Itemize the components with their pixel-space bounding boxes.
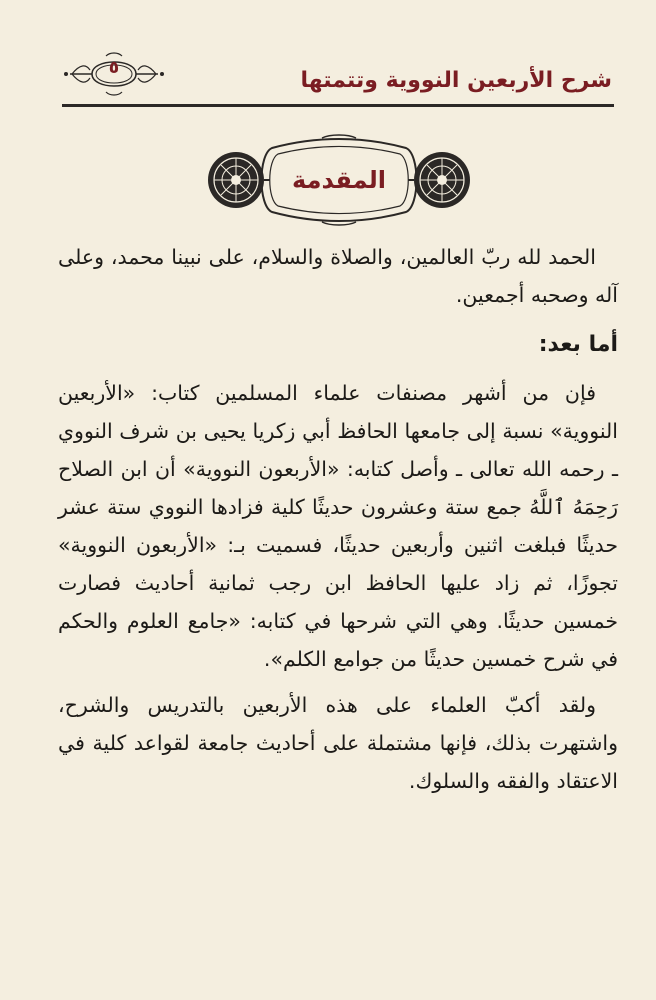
main-paragraph: فإن من أشهر مصنفات علماء المسلمين كتاب: «الأربعين النووية» نسبة إلى جامعها الحافظ أبي زكريا يحيى بن شرف النووي ـ رحمه الله تعالى ـ وأصل كتابه: «الأربعون النووية» أن ابن الصلاح رَحِمَهُ ٱللَّهُ جمع ستة وعشرون حديثًا كلية فزادها النووي ستة عشر حديثًا فبلغت اثنين وأربعين حديثًا، فسميت بـ: «الأربعون النووية» تجوزًا، ثم زاد عليها الحافظ ابن رجب ثمانية أحاديث فصارت خمسين حديثًا. وهي التي شرحها في كتابه: «جامع العلوم والحكم في شرح خمسين حديثًا من جوامع الكلم». xyxy=(58,381,618,671)
amma-baad-heading: أما بعد: xyxy=(538,332,618,357)
intro-paragraph: الحمد لله ربّ العالمين، والصلاة والسلام، على نبينا محمد، وعلى آله وصحبه أجمعين. xyxy=(58,245,618,307)
page-number: ٥ xyxy=(108,58,120,78)
body-text xyxy=(58,238,618,800)
closing-paragraph: ولقد أكبّ العلماء على هذه الأربعين بالتدريس والشرح، واشتهرت بذلك، فإنها مشتملة على أحاديث جامعة لقواعد كلية في الاعتقاد والفقه والسلوك. xyxy=(58,693,618,793)
book-title-header: شرح الأربعين النووية وتتمتها xyxy=(300,68,612,93)
section-title: المقدمة xyxy=(292,166,386,194)
header-divider xyxy=(62,104,614,107)
